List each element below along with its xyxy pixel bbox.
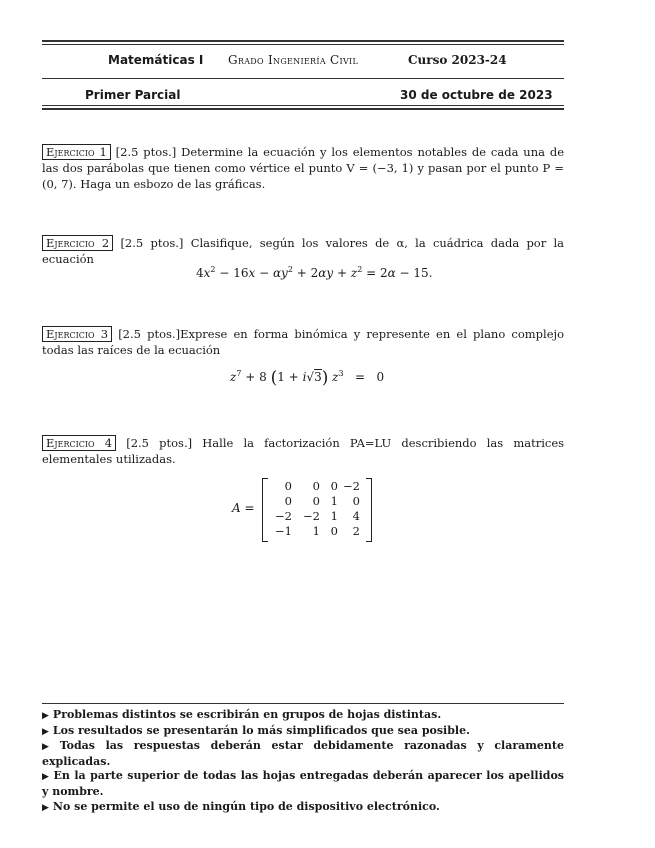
instructions-list: [42, 708, 564, 815]
exercise-3-points: [2.5 ptos.]: [118, 327, 181, 341]
exercise-1: [42, 144, 564, 192]
matrix-right-bracket: [366, 478, 372, 542]
triangle-bullet-icon: ▶: [42, 711, 49, 721]
matrix-cell: −2: [343, 479, 360, 493]
exercise-4-points: [2.5 ptos.]: [126, 436, 193, 450]
exercise-2-equation: $4x^2 - 16x - \alpha y^2 + 2\alpha y + z^2 = 2\alpha - 15$.: [196, 265, 433, 280]
matrix-cell: 1: [312, 524, 320, 538]
exercise-3-label: Ejercicio 3: [42, 326, 112, 342]
matrix-cell: 0: [330, 479, 338, 493]
degree-title: Grado Ingeniería Civil: [228, 53, 359, 67]
exercise-4-label: Ejercicio 4: [42, 435, 116, 451]
matrix-cell: 0: [352, 494, 360, 508]
exercise-2-text: Clasifique, según los valores de α, la cuádrica dada por la ecuación: [42, 236, 565, 266]
matrix-cell: 1: [330, 494, 338, 508]
triangle-bullet-icon: ▶: [42, 802, 49, 813]
notes-rule: [42, 703, 564, 704]
course-title: Curso 2023-24: [408, 53, 507, 67]
exercise-1-points: [2.5 ptos.]: [115, 145, 177, 159]
header-top-rule: [42, 40, 564, 42]
matrix-cell: 2: [352, 524, 360, 538]
instruction-item: ▶ Problemas distintos se escribirán en grupos de hojas distintas.: [42, 708, 442, 721]
triangle-bullet-icon: ▶: [42, 726, 49, 737]
exercise-3-text: Exprese en forma binómica y represente en el plano complejo todas las raíces de la ecuación: [42, 327, 564, 357]
header-mid-rule: [42, 78, 564, 79]
instruction-item: ▶ Los resultados se presentarán lo más simplificados que sea posible.: [42, 723, 470, 737]
exercise-4-text: Halle la factorización PA=LU describiendo las matrices elementales utilizadas.: [42, 436, 565, 466]
matrix-cell: −2: [303, 509, 320, 523]
matrix-cell: 4: [352, 509, 360, 523]
instruction-item: ▶ En la parte superior de todas las hojas entregadas deberán aparecer los apellidos y nombre.: [42, 769, 564, 798]
subject-title: Matemáticas I: [108, 53, 204, 67]
matrix-cell: 0: [284, 494, 292, 508]
exercise-2-points: [2.5 ptos.]: [120, 236, 184, 250]
header-bottom-rule-inner: [42, 105, 564, 106]
matrix-cell: −1: [275, 524, 292, 538]
exercise-2-label: Ejercicio 2: [42, 235, 113, 251]
exercise-2: [42, 235, 564, 267]
header-bottom-rule: [42, 108, 564, 110]
triangle-bullet-icon: ▶: [42, 772, 50, 783]
matrix-cell: −2: [275, 509, 292, 523]
exam-title: Primer Parcial: [85, 88, 181, 102]
matrix-cell: 0: [312, 494, 320, 508]
exercise-4: [42, 435, 564, 467]
exercise-1-text: Determine la ecuación y los elementos notables de cada una de las dos parábolas que tienen como vértice el punto V = (−3, 1) y pasan por el punto P = (0, 7). Haga un esbozo de las gráficas.: [42, 145, 565, 191]
triangle-bullet-icon: ▶: [42, 742, 56, 753]
exercise-3: [42, 326, 564, 358]
matrix-cell: 1: [330, 509, 338, 523]
header-top-rule-inner: [42, 44, 564, 45]
matrix-cell: 0: [312, 479, 320, 493]
exam-date: 30 de octubre de 2023: [400, 88, 553, 102]
exercise-1-label: Ejercicio 1: [42, 144, 111, 160]
exercise-3-equation: $z^7 + 8$ (1 + i√3) $z^3 = 0$: [230, 368, 385, 388]
instruction-item: ▶ Todas las respuestas deberán estar debidamente razonadas y claramente explicadas.: [42, 739, 564, 768]
matrix-label: A =: [232, 501, 255, 515]
matrix-cell: 0: [284, 479, 292, 493]
instruction-item: ▶ No se permite el uso de ningún tipo de dispositivo electrónico.: [42, 799, 440, 813]
matrix-cell: 0: [330, 524, 338, 538]
